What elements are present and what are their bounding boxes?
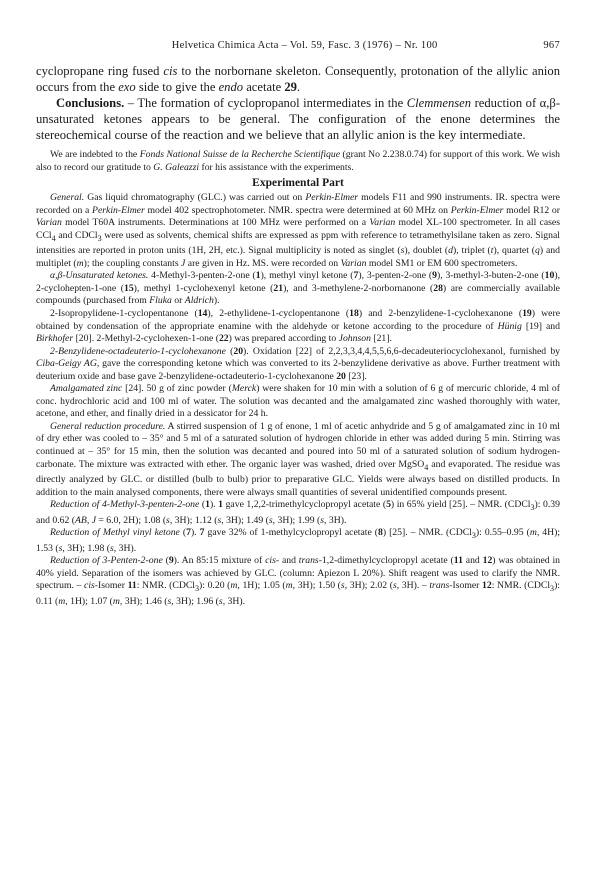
section-heading: Experimental Part xyxy=(252,177,344,190)
experimental-section xyxy=(36,192,560,608)
experimental-paragraph: General reduction procedure. A stirred suspension of 1 g of enone, 1 ml of acetic anhydride and 5 g of amalgamated zinc in 10 ml of dry ether was cooled to – 35° and 5 ml of a saturated solution of hydrogen chloride in ether was added during 5 min. Stirring was continued at – 35° for 15 min, then the solution was decanted and poured into 50 ml of a saturated solution of sodium hydrogencarbonate. The mixture was extracted with ether. The organic layer was washed, dried over MgSO$_4$ and evaporated. The residue was directly analyzed by GLC. or distilled (bulb to bulb) prior to preparative GLC. Yields were always based on distilled products. In addition to the main analysed components, there were always small quantities of several unidentified compounds present. xyxy=(36,420,560,498)
experimental-paragraph: Reduction of Methyl vinyl ketone (7). 7 gave 32% of 1-methylcyclopropyl acetate (8) [25]. – NMR. (CDCl$_3$): 0.55–0.95 (m, 4H); 1.53 (s, 3H); 1.98 (s, 3H). xyxy=(36,527,561,554)
experimental-paragraph: Reduction of 4-Methyl-3-penten-2-one (1). 1 gave 1,2,2-trimethylcyclopropyl acetate (5) in 65% yield [25]. – NMR. (CDCl$_3$): 0.39 and 0.62 (AB, J = 6.0, 2H); 1.08 (s, 3H); 1.12 (s, 3H); 1.49 (s, 3H); 1.99 (s, 3H). xyxy=(36,499,560,526)
journal-title: Helvetica Chimica Acta – Vol. 59, Fasc. 3 (1976) – Nr. 100 xyxy=(171,40,438,51)
acknowledgement-paragraph: We are indebted to the Fonds National Suisse de la Recherche Scientifique (grant No 2.238.0.74) for support of this work. We wish also to record our gratitude to G. Galeazzi for his assistance with the experiments. xyxy=(36,149,560,173)
intro-paragraph: cyclopropane ring fused cis to the norbornane skeleton. Consequently, protonation of the allylic anion occurs from the exo side to give the endo acetate 29. xyxy=(36,64,560,94)
experimental-paragraph: Amalgamated zinc [24]. 50 g of zinc powder (Merck) were shaken for 10 min with a solution of 6 g of mercuric chloride, 4 ml of conc. hydrochloric acid and 100 ml of water. The solution was decanted and the amalgamated zinc washed thoroughly with water, acetone, and ether, and finally dried in a dessicator for 24 h. xyxy=(36,383,561,420)
page-number: 967 xyxy=(543,40,560,51)
experimental-paragraph: General. Gas liquid chromatography (GLC.) was carried out on Perkin-Elmer models F11 and 990 instruments. IR. spectra were recorded on a Perkin-Elmer model 402 spectrophotometer. NMR. spectra were determined at 60 MHz on Perkin-Elmer model R12 or Varian model T60A instruments. Determinations at 100 MHz were performed on a Varian model XL-100 spectrometer. In all cases CCl$_4$ and CDCl$_3$ were used as solvents, chemical shifts are expressed as ppm with reference to tetramethylsilane taken as zero. Signal intensities are reported in proton units (1H, 2H, etc.). Signal multiplicity is noted as singlet (s), doublet (d), triplet (t), quartet (q) and multiplet (m); the coupling constants J are given in Hz. MS. were recorded on Varian model SM1 or EM 600 spectrometers. xyxy=(36,192,561,269)
experimental-paragraph: Reduction of 3-Penten-2-one (9). An 85:15 mixture of cis- and trans-1,2-dimethylcyclopropyl acetate (11 and 12) was obtained in 40% yield. Separation of the isomers was achieved by GLC. (column: Apiezon L 20%). Shift reagent was used to clarify the NMR. spectrum. – cis-Isomer 11: NMR. (CDCl$_3$): 0.20 (m, 1H); 1.05 (m, 3H); 1.50 (s, 3H); 2.02 (s, 3H). – trans-Isomer 12: NMR. (CDCl$_3$): 0.11 (m, 1H); 1.07 (m, 3H); 1.46 (s, 3H); 1.96 (s, 3H). xyxy=(36,555,561,607)
experimental-paragraph: 2-Isopropylidene-1-cyclopentanone (14), 2-ethylidene-1-cyclopentanone (18) and 2-benzylidene-1-cyclohexanone (19) were obtained by condensation of the appropriate enamine with the aldehyde or ketone according to the procedure of Hünig [19] and Birkhofer [20]. 2-Methyl-2-cyclohexen-1-one (22) was prepared according to Johnson [21]. xyxy=(36,307,560,345)
experimental-paragraph: α,β-Unsaturated ketones. 4-Methyl-3-penten-2-one (1), methyl vinyl ketone (7), 3-penten-2-one (9), 3-methyl-3-buten-2-one (10), 2-cyclohepten-1-one (15), methyl 1-cyclohexenyl ketone (21), and 3-methylene-2-norbornanone (28) are commercially available compounds (purchased from Fluka or Aldrich). xyxy=(36,270,560,307)
experimental-paragraph: 2-Benzylidene-octadeuterio-1-cyclohexanone (20). Oxidation [22] of 2,2,3,3,4,4,5,5,6,6-decadeuteriocyclohexanol, furnished by Ciba-Geigy AG, gave the corresponding ketone which was converted to its 2-benzylidene derivative as above. Further treatment with deuterium oxide and base gave 2-benzylidene-octadeuterio-1-cyclohexanone 20 [23]. xyxy=(36,345,561,382)
running-header xyxy=(36,40,560,51)
conclusions-paragraph: Conclusions. – The formation of cyclopropanol intermediates in the Clemmensen reduction of α,β-unsaturated ketones appears to be general. The configuration of the enone determines the stereochemical course of the reaction and we believe that an allylic anion is the key intermediate. xyxy=(36,96,561,142)
main-text xyxy=(36,63,560,143)
acknowledgement xyxy=(36,149,560,174)
